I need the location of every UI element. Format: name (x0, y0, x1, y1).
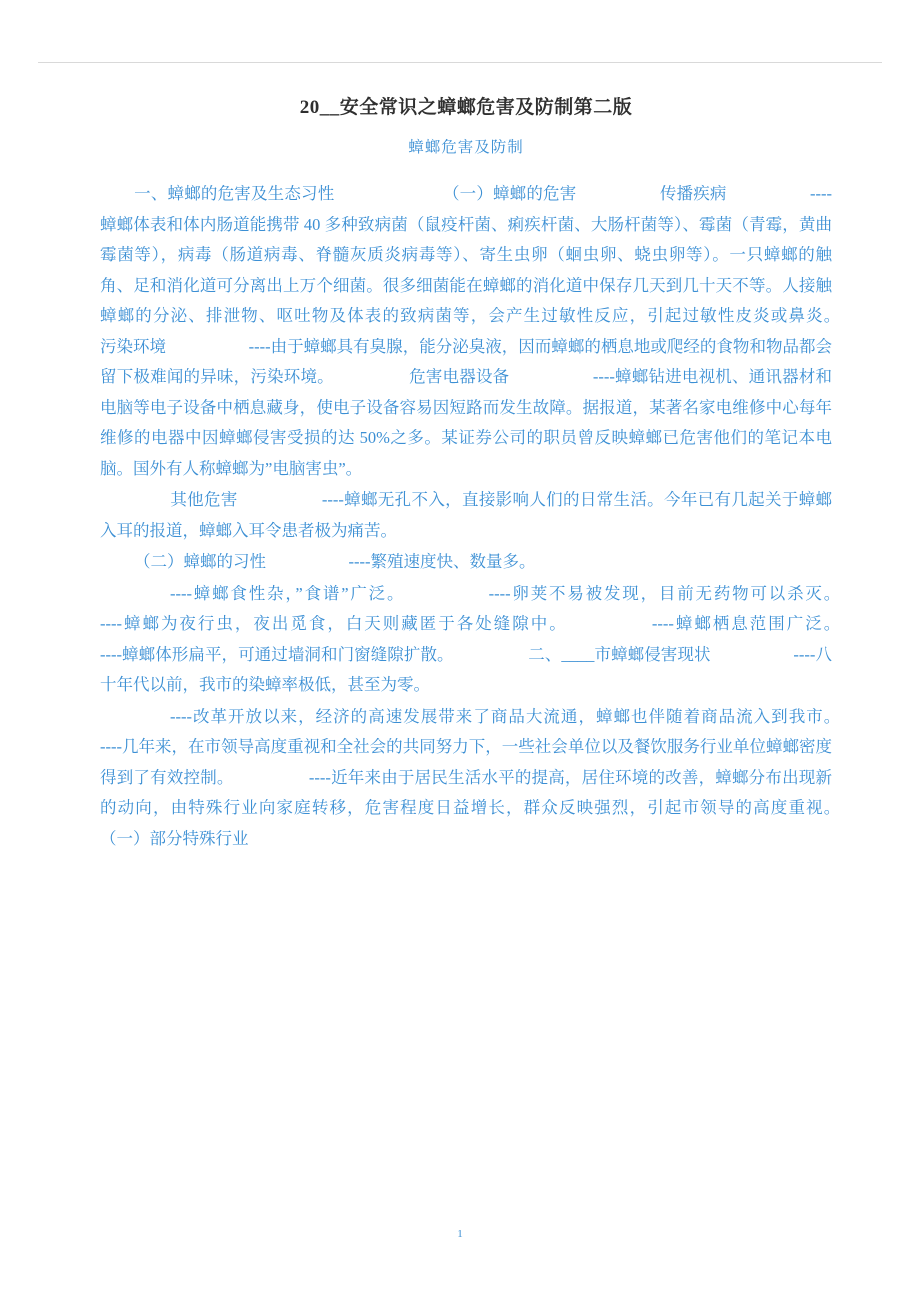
header-divider (38, 62, 882, 63)
document-subtitle: 蟑螂危害及防制 (408, 139, 524, 156)
page-title: 20__安全常识之蟑螂危害及防制第二版 (299, 97, 633, 118)
paragraph-text: 其他危害 ----蟑螂无孔不入，直接影响人们的日常生活。今年已有几起关于蟑螂入耳的报道，蟑螂入耳令患者极为痛苦。 (100, 490, 832, 540)
paragraph-2 (100, 485, 832, 546)
paragraph-4 (100, 579, 915, 701)
document-content (100, 92, 915, 855)
paragraph-5 (100, 702, 915, 855)
paragraph-text: ----蟑螂食性杂，”食谱”广泛。 ----卵荚不易被发现，目前无药物可以杀灭。 ----蟑螂为夜行虫，夜出觅食，白天则藏匿于各处缝隙中。 ----蟑螂栖息范围广泛。 ----蟑螂体形扁平，可通过墙洞和门窗缝隙扩散。 二、____市蟑螂侵害现状 ----八十年代以前，我市的染蟑率极低，甚至为零。 (100, 583, 915, 694)
paragraph-text: ----改革开放以来，经济的高速发展带来了商品大流通，蟑螂也伴随着商品流入到我市。 ----几年来，在市领导高度重视和全社会的共同努力下，一些社会单位以及餐饮服务行业单位蟑螂密度得到了有效控制。 ----近年来由于居民生活水平的提高，居住环境的改善，蟑螂分布出现新的动向，由特殊行业向家庭转移，危害程度日益增长，群众反映强烈，引起市领导的高度重视。 （一）部分特殊行业 (100, 706, 915, 848)
paragraph-text: 一、蟑螂的危害及生态习性 （一）蟑螂的危害 传播疾病 ---- 蟑螂体表和体内肠道能携带 40 多种致病菌（鼠疫杆菌、痢疾杆菌、大肠杆菌等）、霉菌（青霉，黄曲霉菌等），病毒（肠道病毒、脊髓灰质炎病毒等）、寄生虫卵（蛔虫卵、蛲虫卵等）。一只蟑螂的触角、足和消化道可分离出上万个细菌。很多细菌能在蟑螂的消化道中保存几天到几十天不等。人接触蟑螂的分泌、排泄物、呕吐物及体表的致病菌等，会产生过敏性反应，引起过敏性皮炎或鼻炎。 污染环境 ----由于蟑螂具有臭腺，能分泌臭液，因而蟑螂的栖息地或爬经的食物和物品都会留下极难闻的异味，污染环境。 危害电器设备 ----蟑螂钻进电视机、通讯器材和电脑等电子设备中栖息藏身，使电子设备容易因短路而发生故障。据报道，某著名家电维修中心每年维修的电器中因蟑螂侵害受损的达 50%之多。某证券公司的职员曾反映蟑螂已危害他们的笔记本电脑。国外有人称蟑螂为”电脑害虫”。 (100, 184, 915, 478)
paragraph-text: （二）蟑螂的习性 ----繁殖速度快、数量多。 (134, 552, 536, 571)
paragraph-3 (100, 547, 832, 578)
page-number: 1 (457, 1228, 463, 1240)
paragraph-1 (100, 179, 915, 484)
